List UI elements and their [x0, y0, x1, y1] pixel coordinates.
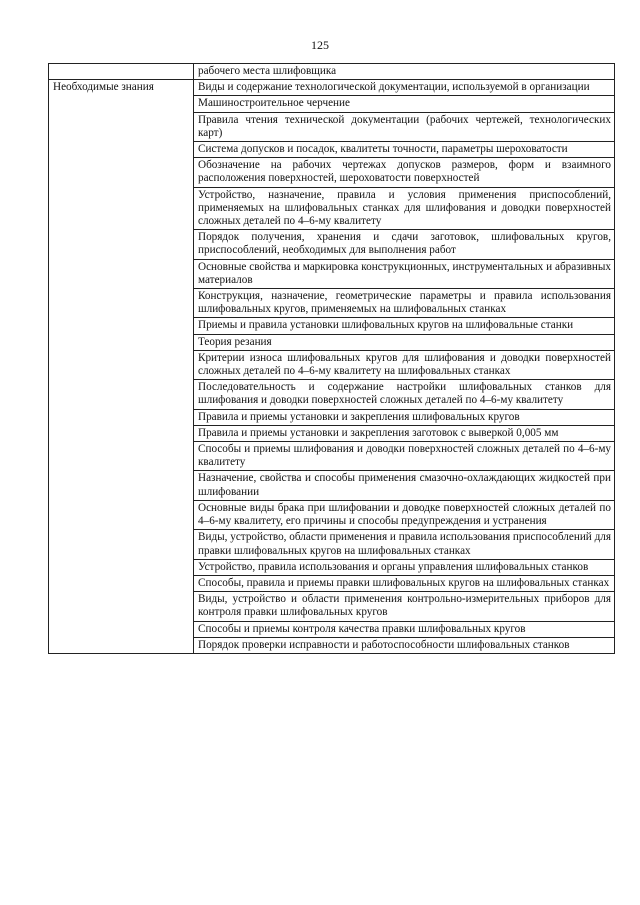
knowledge-item: Устройство, назначение, правила и условия применения приспособлений, применяемых на шлифовальных станках для шлифования и доводки поверхностей сложных деталей по 4–6-му квалитету	[194, 187, 615, 230]
knowledge-item: Виды и содержание технологической документации, используемой в организации	[194, 80, 615, 96]
knowledge-item: Конструкция, назначение, геометрические параметры и правила использования шлифовальных кругов, применяемых на шлифовальных станках	[194, 289, 615, 318]
knowledge-item: Правила и приемы установки и закрепления шлифовальных кругов	[194, 409, 615, 425]
knowledge-item: Способы и приемы шлифования и доводки поверхностей сложных деталей по 4–6-му квалитету	[194, 442, 615, 471]
page-number: 125	[311, 38, 329, 52]
knowledge-item: Приемы и правила установки шлифовальных кругов на шлифовальные станки	[194, 318, 615, 334]
knowledge-item: Машиностроительное черчение	[194, 96, 615, 112]
empty-label-cell	[49, 64, 194, 80]
knowledge-item: Виды, устройство, области применения и правила использования приспособлений для правки шлифовальных кругов на шлифовальных станках	[194, 530, 615, 559]
section-label: Необходимые знания	[49, 80, 194, 654]
knowledge-item: Способы, правила и приемы правки шлифовальных кругов на шлифовальных станках	[194, 575, 615, 591]
knowledge-item: Способы и приемы контроля качества правки шлифовальных кругов	[194, 621, 615, 637]
knowledge-item: Теория резания	[194, 334, 615, 350]
knowledge-item: Система допусков и посадок, квалитеты точности, параметры шероховатости	[194, 142, 615, 158]
requirements-table	[48, 63, 615, 654]
knowledge-item: Основные свойства и маркировка конструкционных, инструментальных и абразивных материалов	[194, 259, 615, 288]
knowledge-item: Устройство, правила использования и органы управления шлифовальных станков	[194, 559, 615, 575]
table-row	[49, 80, 615, 96]
table-row-continuation	[49, 64, 615, 80]
knowledge-item: Правила чтения технической документации (рабочих чертежей, технологических карт)	[194, 112, 615, 141]
knowledge-item: Порядок проверки исправности и работоспособности шлифовальных станков	[194, 637, 615, 653]
knowledge-item: Порядок получения, хранения и сдачи заготовок, шлифовальных кругов, приспособлений, необходимых для выполнения работ	[194, 230, 615, 259]
knowledge-item: Обозначение на рабочих чертежах допусков размеров, форм и взаимного расположения поверхностей, шероховатости поверхностей	[194, 158, 615, 187]
knowledge-item: Виды, устройство и области применения контрольно-измерительных приборов для контроля правки шлифовальных кругов	[194, 592, 615, 621]
requirements-table-body	[49, 64, 615, 654]
continuation-cell: рабочего места шлифовщика	[194, 64, 615, 80]
knowledge-item: Критерии износа шлифовальных кругов для шлифования и доводки поверхностей сложных деталей по 4–6-му квалитету на шлифовальных станках	[194, 350, 615, 379]
knowledge-item: Назначение, свойства и способы применения смазочно-охлаждающих жидкостей при шлифовании	[194, 471, 615, 500]
knowledge-item: Правила и приемы установки и закрепления заготовок с выверкой 0,005 мм	[194, 425, 615, 441]
knowledge-item: Основные виды брака при шлифовании и доводке поверхностей сложных деталей по 4–6-му квалитету, его причины и способы предупреждения и устранения	[194, 500, 615, 529]
knowledge-item: Последовательность и содержание настройки шлифовальных станков для шлифования и доводки поверхностей сложных деталей по 4–6-му квалитету	[194, 380, 615, 409]
